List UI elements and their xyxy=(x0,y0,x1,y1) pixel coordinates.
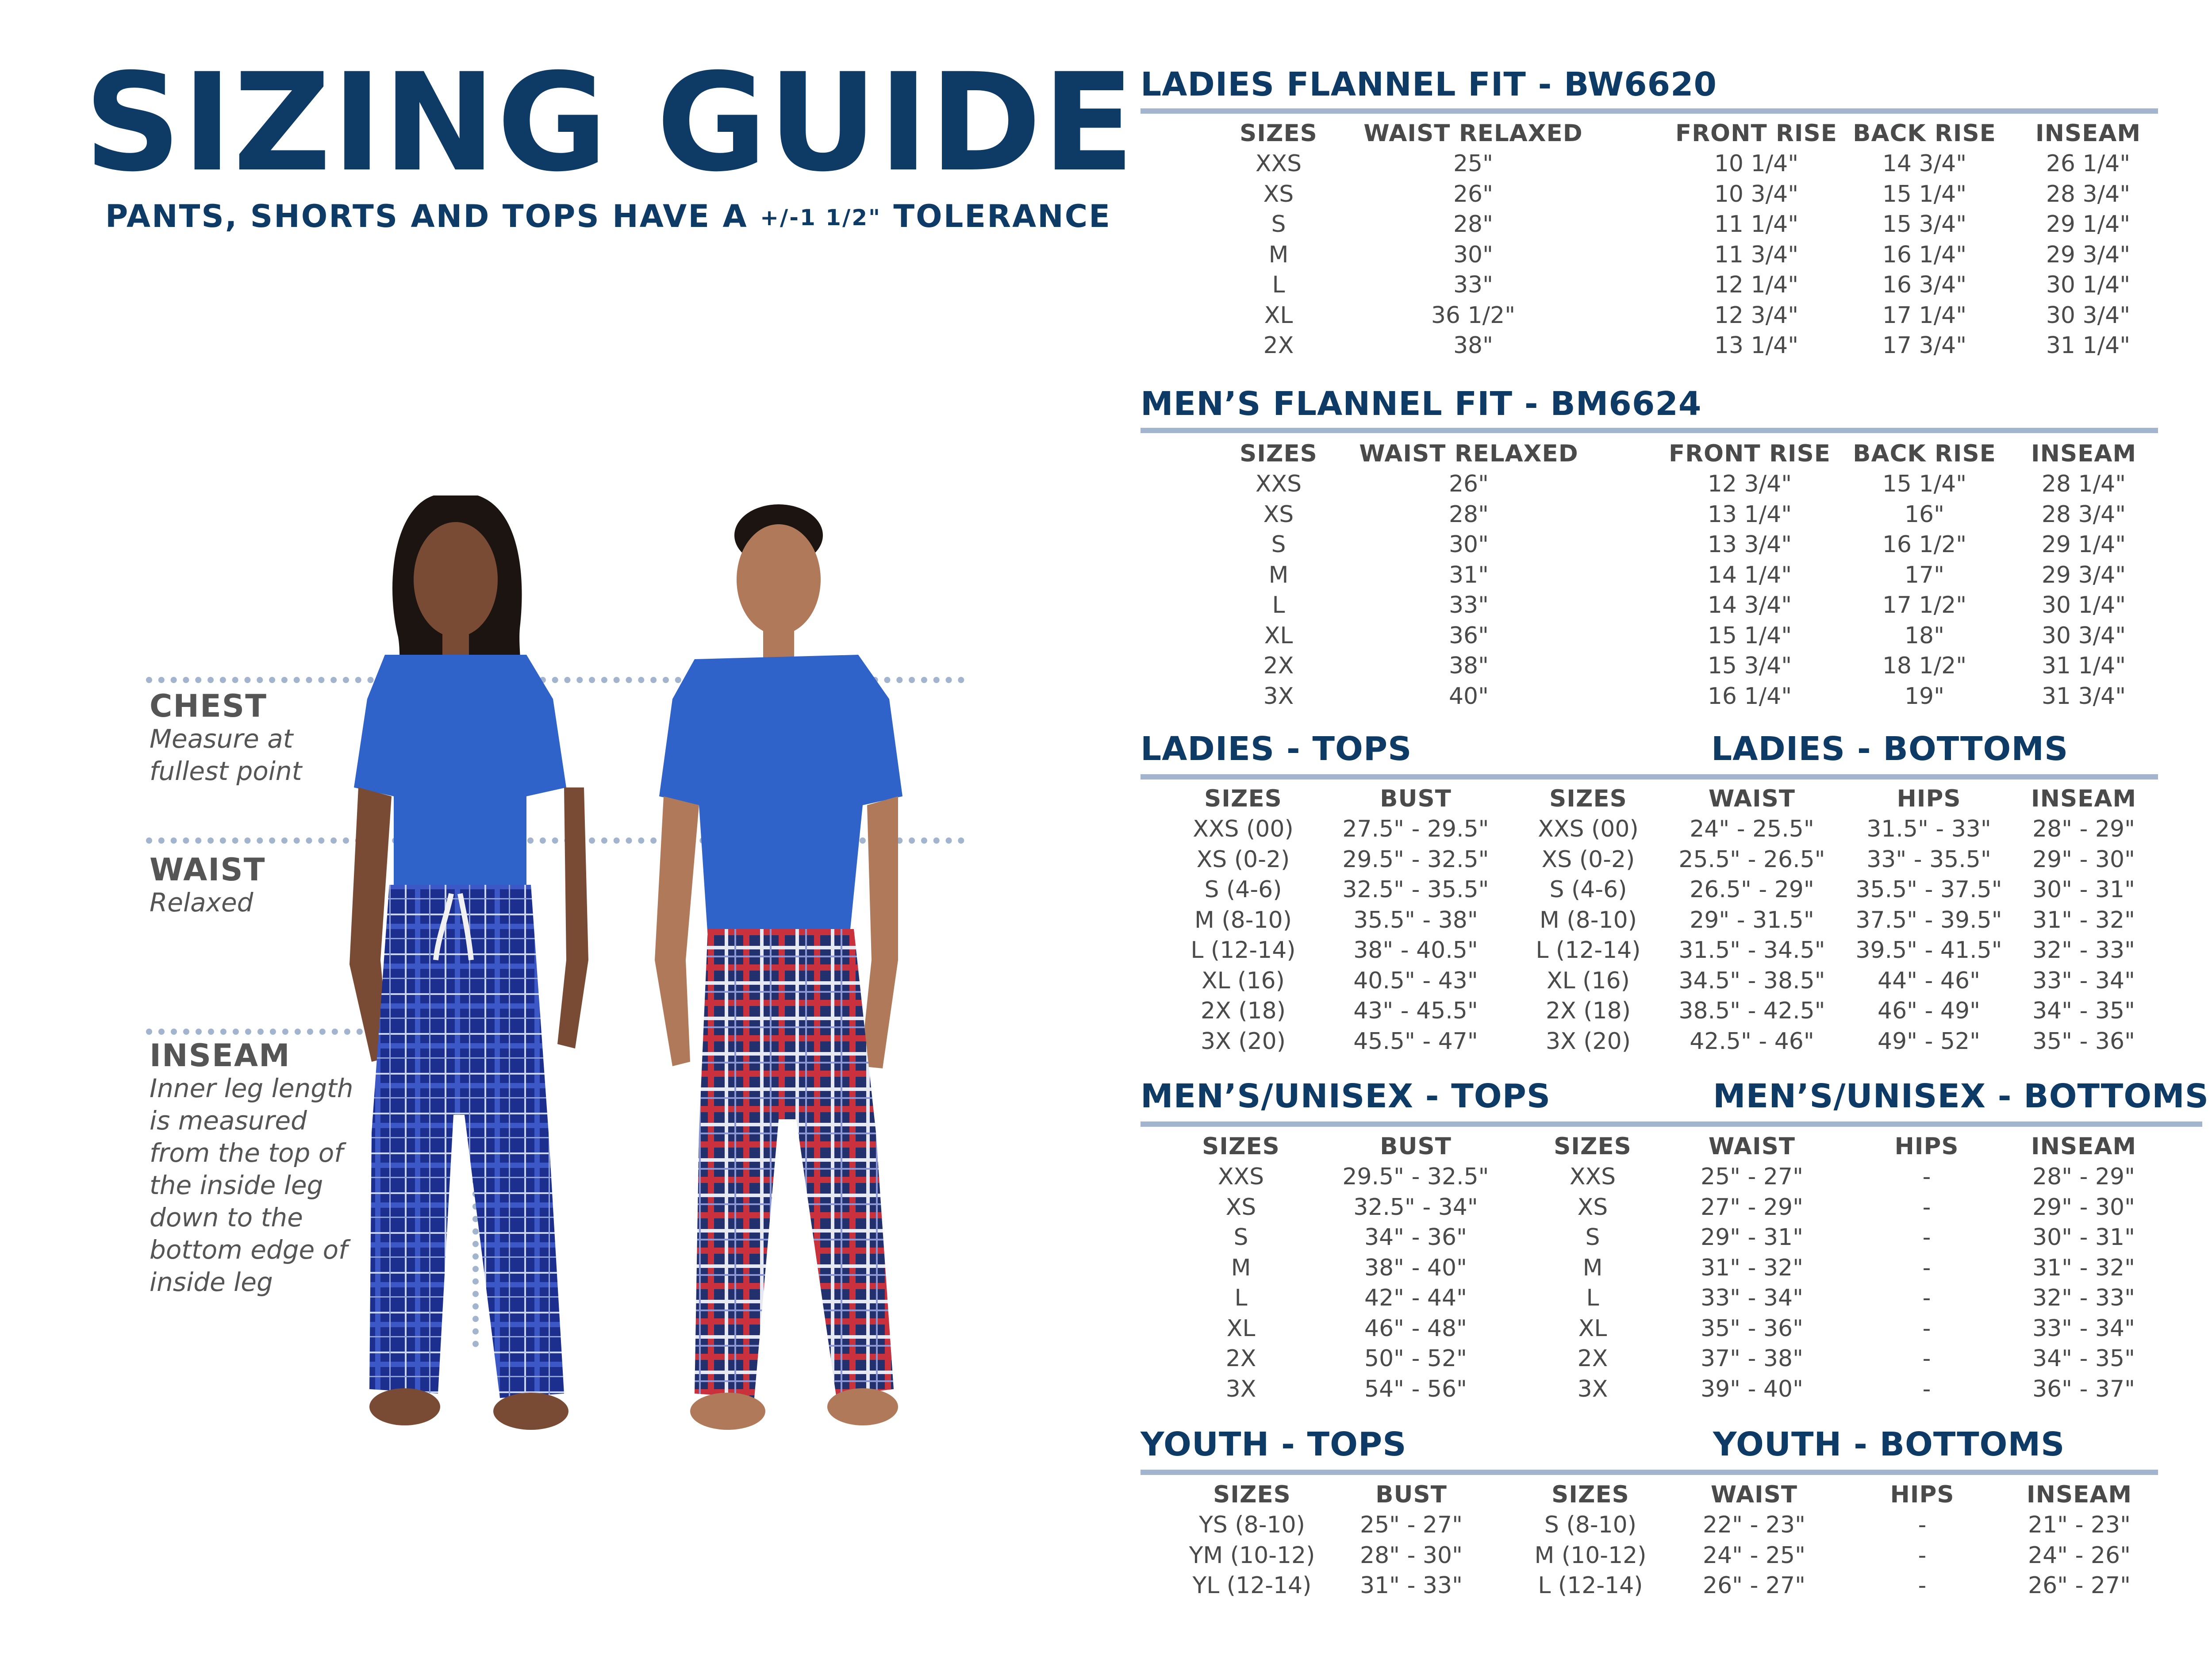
table-cell: 3X (20) xyxy=(1201,1028,1286,1055)
column-header: INSEAM xyxy=(2035,120,2141,147)
ladies-flannel-title: LADIES FLANNEL FIT - BW6620 xyxy=(1141,65,1717,104)
table-cell: 40" xyxy=(1448,683,1489,710)
table-cell: 29" - 31.5" xyxy=(1690,906,1814,933)
table-cell: 28 1/4" xyxy=(2041,471,2126,497)
mens-flannel-rule xyxy=(1141,428,2158,433)
table-cell: 13 1/4" xyxy=(1714,332,1799,359)
table-cell: 36" - 37" xyxy=(2032,1375,2135,1402)
table-cell: 33" - 34" xyxy=(2032,967,2135,994)
table-cell: 16 1/2" xyxy=(1882,531,1967,558)
table-cell: - xyxy=(1922,1194,1931,1221)
table-cell: 30" - 31" xyxy=(2032,876,2135,903)
table-cell: 15 3/4" xyxy=(1882,211,1967,238)
table-cell: 12 3/4" xyxy=(1714,302,1799,329)
table-cell: XXS (00) xyxy=(1193,816,1294,842)
table-cell: 28" xyxy=(1453,211,1494,238)
table-cell: 45.5" - 47" xyxy=(1353,1028,1478,1055)
table-cell: L xyxy=(1272,592,1285,618)
table-cell: 36" xyxy=(1448,622,1489,649)
ladies-flannel-column xyxy=(1358,119,1588,361)
table-cell: 27.5" - 29.5" xyxy=(1342,816,1489,842)
table-cell: XL (16) xyxy=(1547,967,1630,994)
column-header: HIPS xyxy=(1894,1133,1959,1160)
table-cell: - xyxy=(1922,1254,1931,1281)
table-cell: 30 1/4" xyxy=(2046,272,2131,298)
table-cell: 37.5" - 39.5" xyxy=(1855,906,2002,933)
table-cell: XS xyxy=(1263,501,1294,528)
table-cell: 16 1/4" xyxy=(1707,683,1792,710)
column-header: BUST xyxy=(1380,785,1452,812)
table-cell: 24" - 26" xyxy=(2028,1542,2131,1569)
table-cell: 14 3/4" xyxy=(1882,150,1967,177)
table-cell: 17 3/4" xyxy=(1882,332,1967,359)
inseam-heading: INSEAM xyxy=(150,1037,291,1074)
table-cell: 24" - 25.5" xyxy=(1690,816,1814,842)
table-cell: 35.5" - 37.5" xyxy=(1855,876,2002,903)
table-cell: 28" xyxy=(1448,501,1489,528)
table-cell: 25" - 27" xyxy=(1360,1512,1463,1538)
table-cell: 2X (18) xyxy=(1546,998,1631,1024)
table-cell: 3X xyxy=(1263,683,1294,710)
table-cell: 31 1/4" xyxy=(2046,332,2131,359)
column-header: HIPS xyxy=(1897,785,1961,812)
table-cell: 31" - 32" xyxy=(2032,906,2135,933)
column-header: SIZES xyxy=(1551,1481,1629,1508)
mens-column xyxy=(1969,1132,2199,1404)
table-cell: 30" xyxy=(1448,531,1489,558)
table-cell: XS xyxy=(1577,1194,1608,1221)
table-cell: 30" xyxy=(1453,241,1494,268)
waist-description: Relaxed xyxy=(150,887,253,918)
table-cell: 49" - 52" xyxy=(1878,1028,1980,1055)
table-cell: 31" - 32" xyxy=(1701,1254,1803,1281)
table-cell: L (12-14) xyxy=(1190,937,1296,964)
table-cell: 15 1/4" xyxy=(1882,180,1967,207)
table-cell: 26" xyxy=(1448,471,1489,497)
column-header: INSEAM xyxy=(2031,440,2137,467)
table-cell: 15 1/4" xyxy=(1707,622,1792,649)
table-cell: 25.5" - 26.5" xyxy=(1678,846,1825,873)
column-header: HIPS xyxy=(1890,1481,1955,1508)
column-header: SIZES xyxy=(1213,1481,1291,1508)
table-cell: - xyxy=(1922,1164,1931,1190)
table-cell: 28" - 29" xyxy=(2032,816,2135,842)
man-model xyxy=(655,504,902,1430)
table-cell: S (4-6) xyxy=(1549,876,1627,903)
ladies-flannel-rule xyxy=(1141,108,2158,114)
table-cell: 28" - 29" xyxy=(2032,1164,2135,1190)
table-cell: 31" - 32" xyxy=(2032,1254,2135,1281)
table-cell: 26" xyxy=(1453,180,1494,207)
table-cell: 38.5" - 42.5" xyxy=(1678,998,1825,1024)
table-cell: - xyxy=(1922,1375,1931,1402)
table-cell: S (4-6) xyxy=(1204,876,1282,903)
table-cell: 39" - 40" xyxy=(1701,1375,1803,1402)
table-cell: - xyxy=(1922,1224,1931,1251)
column-header: FRONT RISE xyxy=(1675,120,1837,147)
table-cell: 15 3/4" xyxy=(1707,653,1792,679)
youth-tops-title: YOUTH - TOPS xyxy=(1141,1425,1407,1463)
table-cell: 3X (20) xyxy=(1546,1028,1631,1055)
table-cell: 29" - 31" xyxy=(1701,1224,1803,1251)
table-cell: M xyxy=(1231,1254,1251,1281)
chest-label xyxy=(150,690,302,787)
table-cell: 38" - 40.5" xyxy=(1353,937,1478,964)
table-cell: L xyxy=(1272,272,1285,298)
table-cell: XL xyxy=(1226,1315,1256,1342)
youth-bottoms-title: YOUTH - BOTTOMS xyxy=(1713,1425,2065,1463)
table-cell: XL (16) xyxy=(1202,967,1285,994)
table-cell: 32" - 33" xyxy=(2032,1285,2135,1311)
column-header: SIZES xyxy=(1554,1133,1632,1160)
table-cell: XXS xyxy=(1255,150,1302,177)
table-cell: XS (0-2) xyxy=(1196,846,1290,873)
table-cell: 28" - 30" xyxy=(1360,1542,1463,1569)
table-cell: 17 1/4" xyxy=(1882,302,1967,329)
column-header: BACK RISE xyxy=(1853,120,1996,147)
table-cell: YM (10-12) xyxy=(1189,1542,1315,1569)
table-cell: 30 1/4" xyxy=(2041,592,2126,618)
table-cell: YS (8-10) xyxy=(1199,1512,1305,1538)
table-cell: L (12-14) xyxy=(1538,1572,1643,1599)
table-cell: YL (12-14) xyxy=(1192,1572,1312,1599)
table-cell: 10 3/4" xyxy=(1714,180,1799,207)
table-cell: 2X (18) xyxy=(1201,998,1286,1024)
tolerance-note-end: TOLERANCE xyxy=(881,198,1111,234)
table-cell: 34.5" - 38.5" xyxy=(1678,967,1825,994)
column-header: SIZES xyxy=(1240,120,1317,147)
table-cell: 16 3/4" xyxy=(1882,272,1967,298)
table-cell: M xyxy=(1582,1254,1603,1281)
table-cell: XXS xyxy=(1569,1164,1616,1190)
table-cell: 26" - 27" xyxy=(2028,1572,2131,1599)
mens-rule xyxy=(1141,1121,2202,1127)
table-cell: 54" - 56" xyxy=(1364,1375,1467,1402)
table-cell: 43" - 45.5" xyxy=(1353,998,1478,1024)
ladies-flannel-column xyxy=(1973,119,2203,361)
ladies-bottoms-title: LADIES - BOTTOMS xyxy=(1711,730,2069,768)
table-cell: 25" xyxy=(1453,150,1494,177)
table-cell: 26 1/4" xyxy=(2046,150,2131,177)
chest-description: Measure at fullest point xyxy=(150,723,302,786)
table-cell: 30 3/4" xyxy=(2046,302,2131,329)
table-cell: 32.5" - 35.5" xyxy=(1342,876,1489,903)
table-cell: S xyxy=(1233,1224,1248,1251)
table-cell: 34" - 35" xyxy=(2032,1345,2135,1372)
table-cell: 26.5" - 29" xyxy=(1690,876,1814,903)
table-cell: 15 1/4" xyxy=(1882,471,1967,497)
woman-model xyxy=(349,495,588,1430)
table-cell: 2X xyxy=(1263,332,1294,359)
table-cell: 38" - 40" xyxy=(1364,1254,1467,1281)
table-cell: 14 3/4" xyxy=(1707,592,1792,618)
table-cell: 31" - 33" xyxy=(1360,1572,1463,1599)
table-cell: 33" - 34" xyxy=(1701,1285,1803,1311)
table-cell: 11 1/4" xyxy=(1714,211,1799,238)
table-cell: XS (0-2) xyxy=(1541,846,1635,873)
table-cell: M xyxy=(1268,561,1289,588)
table-cell: 31.5" - 33" xyxy=(1866,816,1991,842)
column-header: WAIST xyxy=(1708,1133,1796,1160)
table-cell: 30" - 31" xyxy=(2032,1224,2135,1251)
table-cell: XL xyxy=(1264,622,1293,649)
table-cell: 46" - 48" xyxy=(1364,1315,1467,1342)
table-cell: 29" - 30" xyxy=(2032,1194,2135,1221)
table-cell: 16 1/4" xyxy=(1882,241,1967,268)
table-cell: - xyxy=(1918,1512,1927,1538)
table-cell: XS xyxy=(1263,180,1294,207)
table-cell: 17" xyxy=(1904,561,1945,588)
youth-rule xyxy=(1141,1470,2158,1475)
table-cell: 11 3/4" xyxy=(1714,241,1799,268)
table-cell: 26" - 27" xyxy=(1703,1572,1805,1599)
waist-heading: WAIST xyxy=(150,852,266,888)
table-cell: 29" - 30" xyxy=(2032,846,2135,873)
table-cell: - xyxy=(1922,1285,1931,1311)
table-cell: 29 3/4" xyxy=(2041,561,2126,588)
table-cell: 32.5" - 34" xyxy=(1353,1194,1478,1221)
table-cell: 30 3/4" xyxy=(2041,622,2126,649)
table-cell: 25" - 27" xyxy=(1701,1164,1803,1190)
table-cell: 39.5" - 41.5" xyxy=(1855,937,2002,964)
column-header: FRONT RISE xyxy=(1669,440,1831,467)
table-cell: L xyxy=(1234,1285,1248,1311)
table-cell: 33" - 35.5" xyxy=(1866,846,1991,873)
column-header: WAIST RELAXED xyxy=(1359,440,1578,467)
table-cell: 46" - 49" xyxy=(1878,998,1980,1024)
table-cell: M (10-12) xyxy=(1534,1542,1647,1569)
waist-label xyxy=(150,854,265,919)
table-cell: 35.5" - 38" xyxy=(1353,906,1478,933)
column-header: WAIST xyxy=(1708,785,1796,812)
ladies-tops-title: LADIES - TOPS xyxy=(1141,730,1412,768)
models-photo xyxy=(319,469,1009,1460)
table-cell: 40.5" - 43" xyxy=(1353,967,1478,994)
column-header: BACK RISE xyxy=(1853,440,1996,467)
table-cell: M (8-10) xyxy=(1540,906,1637,933)
table-cell: S xyxy=(1585,1224,1600,1251)
table-cell: XXS xyxy=(1217,1164,1264,1190)
table-cell: 24" - 25" xyxy=(1703,1542,1805,1569)
youth-column xyxy=(1964,1480,2194,1601)
table-cell: 29 1/4" xyxy=(2046,211,2131,238)
table-cell: 31 1/4" xyxy=(2041,653,2126,679)
table-cell: XL xyxy=(1578,1315,1607,1342)
table-cell: 29 1/4" xyxy=(2041,531,2126,558)
table-cell: 35" - 36" xyxy=(2032,1028,2135,1055)
table-cell: 16" xyxy=(1904,501,1945,528)
table-cell: 36 1/2" xyxy=(1431,302,1516,329)
table-cell: S (8-10) xyxy=(1544,1512,1637,1538)
tolerance-note xyxy=(105,198,1111,234)
table-cell: 32" - 33" xyxy=(2032,937,2135,964)
table-cell: 17 1/2" xyxy=(1882,592,1967,618)
table-cell: 42" - 44" xyxy=(1364,1285,1467,1311)
column-header: INSEAM xyxy=(2026,1481,2132,1508)
table-cell: M xyxy=(1268,241,1289,268)
table-cell: 34" - 36" xyxy=(1364,1224,1467,1251)
table-cell: 2X xyxy=(1263,653,1294,679)
tolerance-value: +/-1 1/2" xyxy=(760,205,882,230)
table-cell: 22" - 23" xyxy=(1703,1512,1805,1538)
table-cell: 13 1/4" xyxy=(1707,501,1792,528)
column-header: WAIST xyxy=(1710,1481,1798,1508)
table-cell: 33" xyxy=(1453,272,1494,298)
table-cell: - xyxy=(1918,1542,1927,1569)
column-header: SIZES xyxy=(1204,785,1282,812)
column-header: SIZES xyxy=(1240,440,1317,467)
ladies-column xyxy=(1969,784,2199,1056)
table-cell: 33" xyxy=(1448,592,1489,618)
table-cell: 14 1/4" xyxy=(1707,561,1792,588)
table-cell: 33" - 34" xyxy=(2032,1315,2135,1342)
column-header: BUST xyxy=(1375,1481,1447,1508)
column-header: INSEAM xyxy=(2031,785,2137,812)
table-cell: 2X xyxy=(1577,1345,1608,1372)
table-cell: 44" - 46" xyxy=(1878,967,1980,994)
table-cell: XL xyxy=(1264,302,1293,329)
table-cell: 31 3/4" xyxy=(2041,683,2126,710)
column-header: SIZES xyxy=(1549,785,1627,812)
table-cell: L (12-14) xyxy=(1536,937,1641,964)
column-header: INSEAM xyxy=(2031,1133,2137,1160)
inseam-description: Inner leg length is measured from the top of the inside leg down to the bottom edge of inside leg xyxy=(150,1073,353,1297)
table-cell: 18" xyxy=(1904,622,1945,649)
mens-flannel-column xyxy=(1354,439,1584,711)
mens-tops-title: MEN’S/UNISEX - TOPS xyxy=(1141,1077,1551,1115)
table-cell: 31.5" - 34.5" xyxy=(1678,937,1825,964)
table-cell: 35" - 36" xyxy=(1701,1315,1803,1342)
table-cell: 34" - 35" xyxy=(2032,998,2135,1024)
mens-bottoms-title: MEN’S/UNISEX - BOTTOMS xyxy=(1713,1077,2209,1115)
table-cell: 50" - 52" xyxy=(1364,1345,1467,1372)
column-header: WAIST RELAXED xyxy=(1363,120,1583,147)
column-header: SIZES xyxy=(1202,1133,1280,1160)
table-cell: 21" - 23" xyxy=(2028,1512,2131,1538)
table-cell: 10 1/4" xyxy=(1714,150,1799,177)
table-cell: 29.5" - 32.5" xyxy=(1342,1164,1489,1190)
mens-flannel-title: MEN’S FLANNEL FIT - BM6624 xyxy=(1141,385,1702,423)
table-cell: 29.5" - 32.5" xyxy=(1342,846,1489,873)
table-cell: 38" xyxy=(1453,332,1494,359)
tolerance-note-main: PANTS, SHORTS AND TOPS HAVE A xyxy=(105,198,760,234)
table-cell: 38" xyxy=(1448,653,1489,679)
table-cell: - xyxy=(1918,1572,1927,1599)
table-cell: 29 3/4" xyxy=(2046,241,2131,268)
table-cell: S xyxy=(1271,531,1286,558)
table-cell: 28 3/4" xyxy=(2046,180,2131,207)
table-cell: - xyxy=(1922,1345,1931,1372)
table-cell: 31" xyxy=(1448,561,1489,588)
table-cell: S xyxy=(1271,211,1286,238)
column-header: BUST xyxy=(1380,1133,1452,1160)
table-cell: 12 3/4" xyxy=(1707,471,1792,497)
ladies-rule xyxy=(1141,774,2158,780)
table-cell: 19" xyxy=(1904,683,1945,710)
table-cell: 3X xyxy=(1225,1375,1256,1402)
page-title: SIZING GUIDE xyxy=(84,44,1136,201)
table-cell: 3X xyxy=(1577,1375,1608,1402)
table-cell: 2X xyxy=(1225,1345,1256,1372)
table-cell: XS xyxy=(1225,1194,1256,1221)
table-cell: M (8-10) xyxy=(1194,906,1292,933)
table-cell: 13 3/4" xyxy=(1707,531,1792,558)
mens-flannel-column xyxy=(1969,439,2199,711)
table-cell: 27" - 29" xyxy=(1701,1194,1803,1221)
table-cell: 37" - 38" xyxy=(1701,1345,1803,1372)
table-cell: L xyxy=(1586,1285,1599,1311)
chest-heading: CHEST xyxy=(150,688,267,724)
table-cell: 28 3/4" xyxy=(2041,501,2126,528)
table-cell: 42.5" - 46" xyxy=(1690,1028,1814,1055)
table-cell: XXS xyxy=(1255,471,1302,497)
table-cell: XXS (00) xyxy=(1538,816,1639,842)
table-cell: 18 1/2" xyxy=(1882,653,1967,679)
table-cell: 12 1/4" xyxy=(1714,272,1799,298)
table-cell: - xyxy=(1922,1315,1931,1342)
